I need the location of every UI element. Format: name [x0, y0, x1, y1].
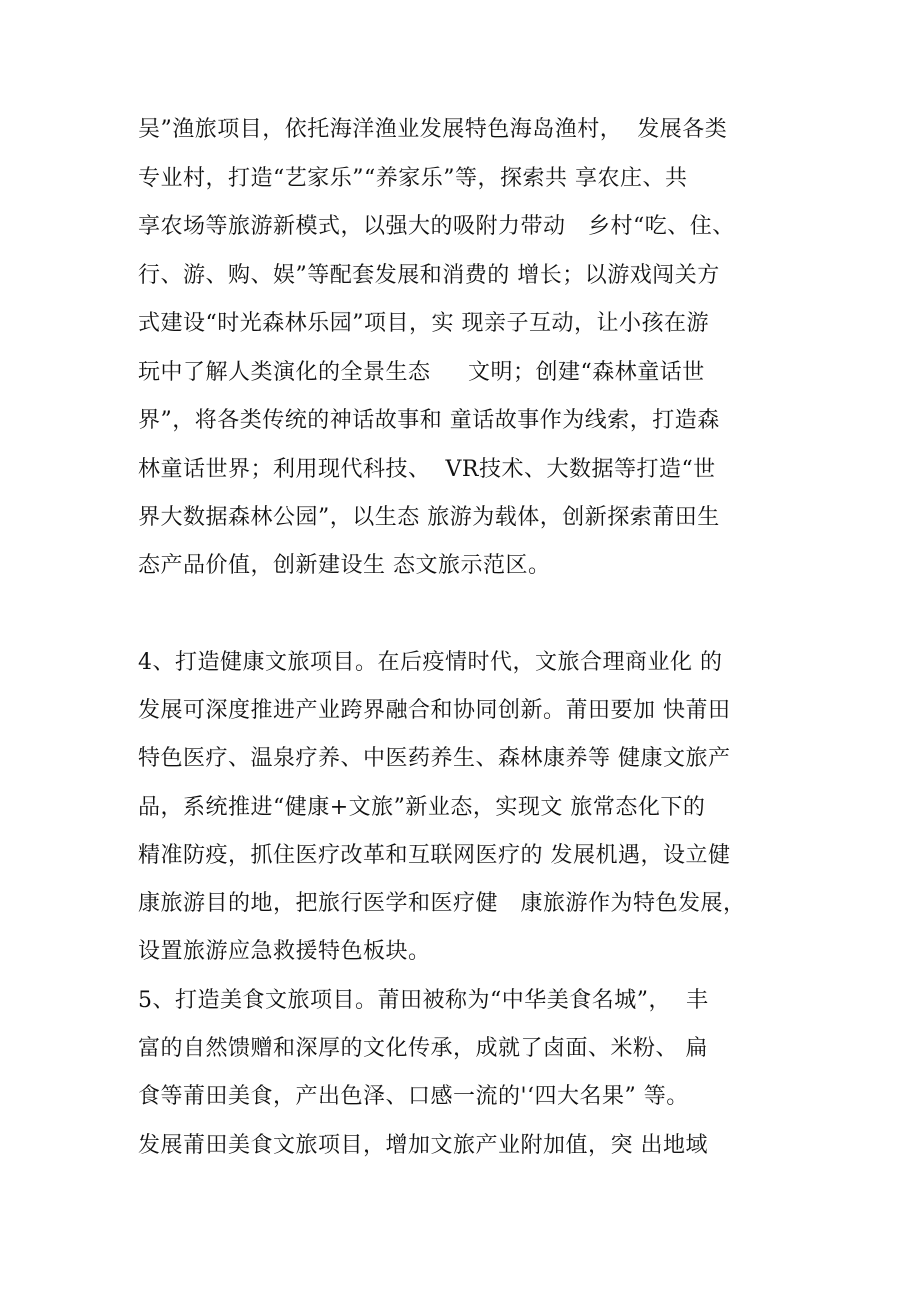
- text-line: 玩中了解人类演化的全景生态 文明；创建“森林童话世: [138, 360, 705, 385]
- text-line: 5、打造美食文旅项目。莆田被称为“中华美食名城”， 丰: [138, 988, 709, 1013]
- text-line: 享农场等旅游新模式，以强大的吸附力带动 乡村“吃、住、: [138, 214, 735, 239]
- text-line: 发展可深度推进产业跨界融合和协同创新。莆田要加 快莆田: [138, 698, 731, 723]
- text-line: 富的自然馈赠和深厚的文化传承，成就了卤面、米粉、 扁: [138, 1036, 708, 1061]
- text-line: 精准防疫，抓住医疗改革和互联网医疗的 发展机遇，设立健: [138, 843, 731, 868]
- text-line: 行、游、购、娱”等配套发展和消费的 增长；以游戏闯关方: [138, 263, 720, 288]
- text-line: 4、打造健康文旅项目。在后疫情时代，文旅合理商业化 的: [138, 650, 723, 675]
- text-line: 康旅游目的地，把旅行医学和医疗健 康旅游作为特色发展，: [138, 891, 746, 916]
- text-line: 发展莆田美食文旅项目，增加文旅产业附加值，突 出地域: [138, 1133, 708, 1158]
- text-line: 态产品价值，创新建设生 态文旅示范区。: [138, 553, 551, 578]
- text-line: 特色医疗、温泉疗养、中医药养生、森林康养等 健康文旅产: [138, 746, 731, 771]
- text-line: 食等莆田美食，产出色泽、口感一流的'‘四大名果” 等。: [138, 1084, 689, 1109]
- text-line: 品，系统推进“健康+文旅”新业态，实现文 旅常态化下的: [138, 795, 706, 820]
- text-line: 专业村，打造“艺家乐”“养家乐”等，探索共 享农庄、共: [138, 166, 688, 191]
- text-line: 设置旅游应急救援特色板块。: [138, 939, 431, 964]
- text-line: 吴”渔旅项目，依托海洋渔业发展特色海岛渔村， 发展各类: [138, 117, 728, 142]
- text-line: 界”，将各类传统的神话故事和 童话故事作为线索，打造森: [138, 408, 720, 433]
- text-line: 界大数据森林公园”，以生态 旅游为载体，创新探索莆田生: [138, 505, 720, 530]
- text-line: 式建设“时光森林乐园”项目，实 现亲子互动，让小孩在游: [138, 311, 709, 336]
- text-line: 林童话世界；利用现代科技、 VR技术、大数据等打造“世: [138, 457, 716, 482]
